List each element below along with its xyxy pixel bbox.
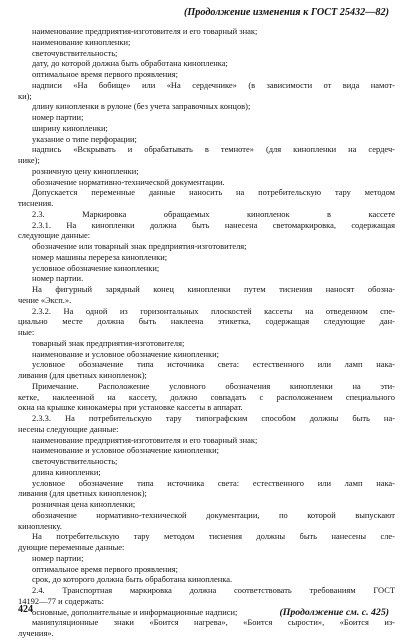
text-line: условное обозначение кинопленки;	[32, 262, 160, 273]
text-line: надпись «Вскрывать и обрабатывать в темноте» (для кинопленки на сердеч-	[32, 144, 395, 155]
text-line: условное обозначение типа источника света: естественного или ламп нака-	[32, 477, 395, 488]
text-line: 2.4. Транспортная маркировка должна соответствовать требованиям ГОСТ	[32, 585, 395, 595]
text-line: манипуляционные знаки «Боится нагрева», «Боится сырости», «Боится из-	[32, 617, 395, 628]
text-line: надписи «На бобище» или «На сердечнике» (в зависимости от вида намот-	[32, 79, 395, 90]
text-line: розничную цену кинопленки;	[32, 165, 139, 176]
text-line: ливания (для цветных кинопленок);	[18, 370, 147, 380]
text-line: обозначение нормативно-технической документации.	[32, 176, 225, 187]
text-line: обозначение нормативно-технической документации, по которой выпускают	[32, 509, 395, 520]
page-number: 424	[18, 604, 33, 615]
text-line: светочувствительность;	[32, 456, 118, 466]
page-footer: (Продолжение см. с. 425)	[279, 607, 389, 618]
text-line: номер партии.	[32, 273, 84, 284]
text-line: чение «Эксп.».	[18, 294, 72, 305]
text-line: основные, дополнительные и информационные надписи;	[32, 606, 238, 617]
text-line: светочувствительность;	[32, 47, 118, 58]
text-line: 2.3.1. На кинопленки должна быть нанесена светомаркировка, содержащая	[32, 219, 395, 230]
document-body	[18, 26, 395, 639]
text-line: длина кинопленки;	[32, 466, 101, 477]
text-line: условное обозначение типа источника света: естественного или ламп нака-	[32, 359, 395, 370]
text-line: лучения».	[18, 628, 54, 638]
text-line: срок, до которого должна быть обработана кинопленка.	[32, 574, 233, 585]
text-line: оптимальное время первого проявления;	[32, 69, 179, 79]
text-line: окна на крышке кинокамеры при установке кассеты в аппарат.	[18, 402, 243, 413]
text-line: номер партии;	[32, 552, 84, 563]
text-line: 14192—77 и содержать:	[18, 595, 104, 606]
text-line: ширину кинопленки;	[32, 122, 108, 133]
text-line: номер партии;	[32, 112, 84, 122]
text-line: номер машины перереза кинопленки;	[32, 251, 168, 262]
text-line: кинопленку.	[18, 520, 62, 531]
text-line: 2.3.3. На потребительскую тару типографским способом должны быть на-	[32, 413, 395, 423]
text-line: наименование предприятия-изготовителя и его товарный знак;	[32, 434, 258, 445]
text-line: тиснения.	[18, 198, 54, 208]
text-line: товарный знак предприятия-изготовителя;	[32, 337, 185, 348]
text-line: наименование кинопленки;	[32, 36, 131, 47]
text-line: несены следующие данные:	[18, 423, 119, 434]
text-line: ные:	[18, 327, 35, 337]
page-header: (Продолжение изменения к ГОСТ 25432—82)	[183, 7, 389, 18]
text-line: ливания (для цветных кинопленок);	[18, 488, 147, 499]
text-line: наименование предприятия-изготовителя и его товарный знак;	[32, 26, 258, 36]
text-line: наименование и условное обозначение кинопленки;	[32, 348, 219, 359]
text-line: На потребительскую тару методом тиснения должны быть нанесены сле-	[32, 531, 395, 542]
text-line: 2.3.2. На одной из горизонтальных плоскостей кассеты на отведенном спе-	[32, 305, 395, 316]
text-line: На фигурный зарядный конец кинопленки путем тиснения наносят обозна-	[32, 284, 395, 294]
text-line: обозначение или товарный знак предприятия-изготовителя;	[32, 241, 247, 251]
text-line: дующие переменные данные:	[18, 542, 125, 552]
text-line: указание о типе перфорации;	[32, 133, 137, 144]
text-line: нике);	[18, 155, 40, 165]
text-line: Допускается переменные данные наносить на потребительскую тару методом	[32, 187, 395, 198]
text-line: оптимальное время первого проявления;	[32, 563, 179, 574]
text-line: кетке, наклеенной на кассету, должно совпадать с расположением специального	[18, 391, 395, 402]
text-line: наименование и условное обозначение кинопленки;	[32, 445, 219, 456]
text-line: розничная цена кинопленки;	[32, 499, 136, 509]
text-line: циально месте должна быть наклеена этикетка, содержащая следующие дан-	[18, 316, 395, 327]
text-line: дату, до которой должна быть обработана кинопленка;	[32, 58, 228, 69]
text-line: ки);	[18, 90, 32, 101]
text-line: следующие данные:	[18, 230, 91, 241]
text-line: Примечание. Расположение условного обозначения кинопленки на эти-	[32, 380, 395, 391]
text-line: 2.3. Маркировка обращаемых кинопленок в кассете	[32, 208, 395, 219]
text-line: длину кинопленки в рулоне (без учета заправочных концов);	[32, 101, 251, 112]
